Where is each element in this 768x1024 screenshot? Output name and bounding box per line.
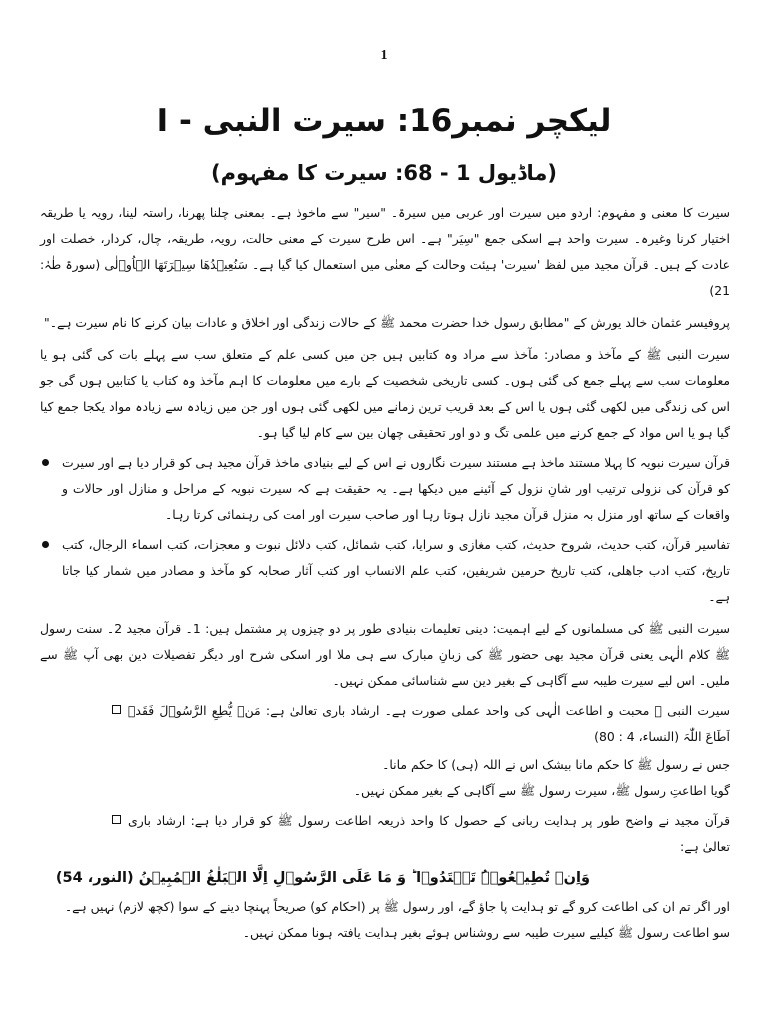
paragraph-importance: سیرت النبی ﷺ کی مسلمانوں کے لیے اہمیت: دینی تعلیمات بنیادی طور پر دو چیزوں پر مشتمل ہیں: 1۔ قرآن مجید 2۔ سنت رسول ﷺ کلام الٰہی یعنی قرآن مجید بھی حضور ﷺ کی زبانِ مبارک سے ہی ملا اور اسکی شرح اور دیگر تفصیلات دین بھی آپ ﷺ سے ملیں۔ اس لیے سیرت طیبہ سے آگاہی کے بغیر دین سے شناسائی ممکن نہیں۔ [40, 621, 730, 688]
page-title: لیکچر نمبر16: سیرت النبی - I [156, 103, 612, 139]
translation-line: جس نے رسول ﷺ کا حکم مانا بیشک اس نے اللہ (ہی) کا حکم مانا۔ [382, 757, 730, 772]
box-item-text: قرآن مجید نے واضح طور پر ہدایت ربانی کے حصول کا واحد ذریعہ اطاعت رسول ﷺ کو قرار دیا ہے: ارشاد باری تعالیٰ ہے: [128, 813, 730, 854]
bullet-text: تفاسیر قرآن، کتب حدیث، شروح حدیث، کتب مغازی و سرایا، کتب شمائل، کتب دلائل نبوت و معجزات، کتب اسماء الرجال، کتب تاریخ، کتب ادب جاھلی، کتب تاریخ حرمین شریفین، کتب علم الانساب اور کتب آثار صحابہ کو مآخذ و مصادر میں شمار کیا جاتا ہے۔ [62, 537, 730, 604]
bullet-text: قرآن سیرت نبویہ کا پہلا مستند ماخذ ہے مستند سیرت نگاروں نے اس کے لیے بنیادی ماخذ قرآن مجید ہی کو قرار دیا ہے اور سیرت کو قرآن کی نزولی ترتیب اور شانِ نزول کے آئینے میں دیکھا ہے۔ یہ حقیقت ہے کہ سیرت نبویہ کے مراحل و منازل اور حالات و واقعات کے ساتھ اور منزل بہ منزل قرآن مجید نازل ہوتا رہا اور صاحب سیرت اور امت کی رہنمائی کرتا رہا۔ [62, 455, 730, 522]
bullet-item-books [40, 532, 730, 610]
closing-line: سو اطاعت رسول ﷺ کیلیے سیرت طیبہ سے روشناس ہوئے بغیر ہدایت یافتہ ہونا ممکن نہیں۔ [242, 925, 730, 940]
quran-verse: وَاِنۡ تُطِیۡعُوۡہُ تَہۡتَدُوۡا ؕ وَ مَا عَلَی الرَّسُوۡلِ اِلَّا الۡبَلٰغُ الۡمُبِیۡنُ (النور، 54) [55, 870, 590, 886]
checkbox-icon [112, 705, 121, 714]
box-item-guidance [40, 808, 730, 860]
box-item-text: سیرت النبی ﷺ محبت و اطاعت الٰہی کی واحد عملی صورت ہے۔ ارشاد باری تعالیٰ ہے: مَنۡ یُّطِعِ الرَّسُوۡلَ فَقَدۡ اَطَاعَ اللّٰہَ (النساء، 4 : 80) [128, 703, 730, 744]
checkbox-icon [112, 815, 121, 824]
conclusion-line: گویا اطاعتِ رسول ﷺ، سیرت رسول ﷺ سے آگاہی کے بغیر ممکن نہیں۔ [353, 783, 730, 798]
box-item-obedience [40, 698, 730, 750]
bullet-icon [42, 459, 49, 466]
verse-translation: اور اگر تم ان کی اطاعت کرو گے تو ہدایت پا جاؤ گے، اور رسول ﷺ پر (احکام کو) صریحاً پہنچا دینے کے سوا (کچھ لازم) نہیں ہے۔ [64, 899, 730, 914]
paragraph-sources: سیرت النبی ﷺ کے مآخذ و مصادر: مآخذ سے مراد وہ کتابیں ہیں جن میں کسی علم کے متعلق سب سے پہلے بات کی گئی ہو یا معلومات سب سے پہلے جمع کی گئی ہوں۔ کسی تاریخی شخصیت کے بارے میں معلومات کا اہم مآخذ وہ کتاب یا کتابیں ہوں گی جو اس کی زندگی میں لکھی گئی ہوں یا اس کے بعد قریب ترین زمانے میں لکھی گئی ہوں اور جن میں زیادہ سے زیادہ مواد یکجا جمع کیا گیا ہو یا اس مواد کے جمع کرنے میں علمی تگ و دو اور تحقیقی چھان بین سے کام لیا گیا ہو۔ [40, 347, 730, 440]
paragraph-meaning: سیرت کا معنی و مفہوم: اردو میں سیرت اور عربی میں سیرۃ۔ "سیر" سے ماخوذ ہے۔ بمعنی چلنا پھرنا، راستہ لینا، رویہ یا طریقہ اختیار کرنا وغیرہ۔ سیرت واحد ہے اسکی جمع "سِیَر" ہے۔ اس طرح سیرت کے معنی حالت، رویہ، طریقہ، چال، کردار، خصلت اور عادت کے ہیں۔ قرآن مجید میں لفظ 'سیرت' ہیئت وحالت کے معنٰی میں استعمال کیا گیا ہے۔ سَنُعِیۡدُھَا سِیۡرَتَھَا الۡاُوۡلٰی (سورۃ طٰہٰ: 21) [40, 205, 730, 298]
page-number: 1 [380, 48, 388, 63]
bullet-item-quran [40, 450, 730, 528]
paragraph-definition: پروفیسر عثمان خالد یورش کے "مطابق رسول خدا حضرت محمد ﷺ کے حالات زندگی اور اخلاق و عادات بیان کرنے کا نام سیرت ہے۔" [44, 315, 730, 330]
page-subtitle: (ماڈیول 1 - 68: سیرت کا مفہوم) [210, 161, 558, 185]
document-body [40, 200, 730, 946]
bullet-icon [42, 541, 49, 548]
